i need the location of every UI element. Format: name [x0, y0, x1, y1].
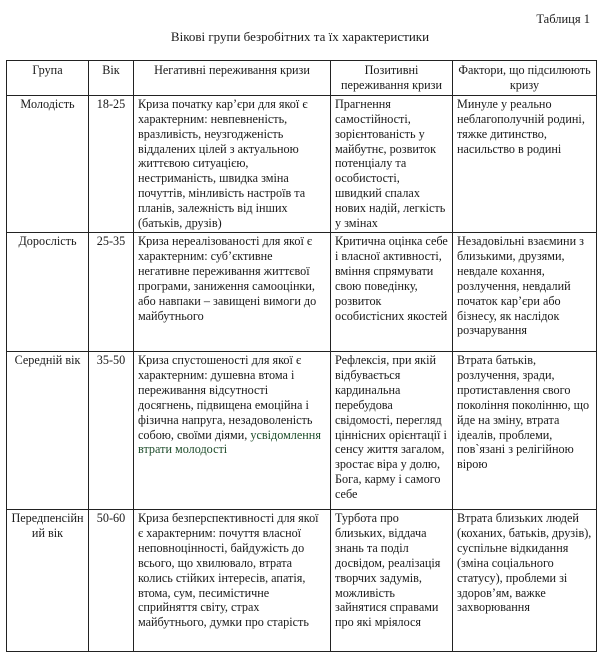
cell-positive: Критична оцінка себе і власної активності, вміння спрямувати свою поведінку, розвиток особистісних якостей — [331, 232, 453, 351]
cell-negative: Криза безперспективності для якої є характерним: почуття власної неповноцінності, байдужість до всього, що хвилювало, втрата колись стійких інтересів, апатія, втома, сум, песимістичне сприйняття світу, страх майбутнього, думки про старість — [134, 509, 331, 651]
table-label: Таблиця 1 — [536, 12, 590, 26]
cell-age: 50-60 — [89, 509, 134, 651]
header-row — [7, 61, 597, 96]
cell-factors: Втрата близьких людей (коханих, батьків, друзів), суспільне відкидання (зміна соціального статусу), проблеми зі здоров’ям, важке захворювання — [453, 509, 597, 651]
cell-negative: Криза нереалізованості для якої є характерним: суб’єктивне негативне переживання життєвої програми, заниження самооцінки, або навпаки – завищені вимоги до майбутнього — [134, 232, 331, 351]
cell-positive: Турбота про близьких, віддача знань та поділ досвідом, реалізація творчих задумів, можливість зайнятися справами про які мріялося — [331, 509, 453, 651]
cell-positive: Рефлексія, при якій відбувається кардинальна перебудова свідомості, перегляд ціннісних орієнтації і сенсу життя загалом, зростає віра у долю, Бога, карму і самого себе — [331, 351, 453, 509]
header-negative: Негативні переживання кризи — [134, 61, 331, 96]
age-groups-table — [6, 60, 597, 652]
cell-negative: Криза початку кар’єри для якої є характерним: невпевненість, вразливість, неузгодженість віддалених цілей з актуальною життєвою ситуацією, нестриманість, швидка зміна почуттів, мінливість настроїв та планів, залежність від інших (батьків, друзів) — [134, 95, 331, 232]
cell-group: Молодість — [7, 95, 89, 232]
table-row — [7, 95, 597, 232]
cell-negative — [134, 351, 331, 509]
cell-factors: Минуле у реально неблагополучній родині, тяжке дитинство, насильство в родині — [453, 95, 597, 232]
header-factors: Фактори, що підсилюють кризу — [453, 61, 597, 96]
cell-age: 25-35 — [89, 232, 134, 351]
cell-group: Середній вік — [7, 351, 89, 509]
cell-positive: Прагнення самостійності, зорієнтованість у майбутнє, розвиток потенціалу та особистості, швидкий спалах нових надій, легкість у змінах — [331, 95, 453, 232]
cell-factors: Незадовільні взаємини з близькими, друзями, невдале кохання, розлучення, невдалий початок кар’єри або бізнесу, як наслідок розчарування — [453, 232, 597, 351]
header-positive: Позитивні переживання кризи — [331, 61, 453, 96]
negative-text: Криза спустошеності для якої є характерним: душевна втома і переживання відсутності досягнень, підвищена емоційна і фізична напруга, незадоволеність собою, своїми діями, — [138, 352, 313, 442]
header-age: Вік — [89, 61, 134, 96]
cell-age: 18-25 — [89, 95, 134, 232]
cell-age: 35-50 — [89, 351, 134, 509]
table-row — [7, 351, 597, 509]
cell-factors: Втрата батьків, розлучення, зради, протиставлення свого покоління поколінню, що йде на зміну, втрата ідеалів, проблеми, пов`язані з релігійною вірою — [453, 351, 597, 509]
header-group: Група — [7, 61, 89, 96]
cell-group: Дорослість — [7, 232, 89, 351]
table-caption: Вікові групи безробітних та їх характеристики — [170, 29, 430, 44]
table-row — [7, 232, 597, 351]
cell-group: Передпенсійний вік — [7, 509, 89, 651]
negative-highlight-text: усвідомлення втрати молодості — [138, 427, 321, 457]
table-row — [7, 509, 597, 651]
